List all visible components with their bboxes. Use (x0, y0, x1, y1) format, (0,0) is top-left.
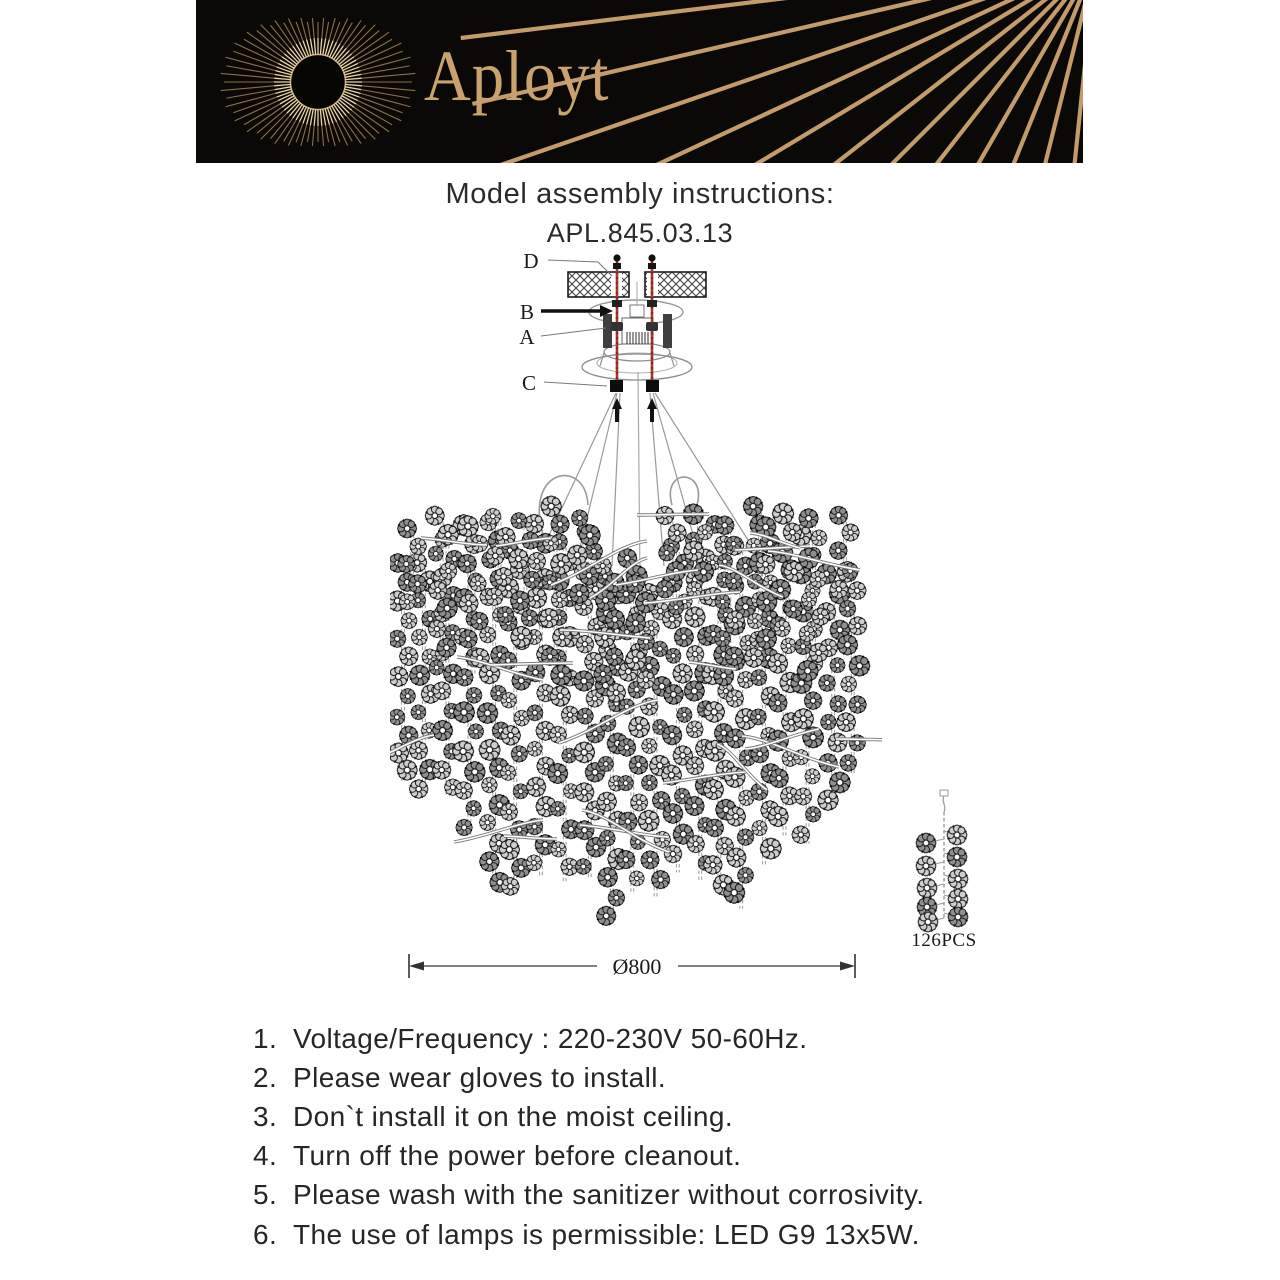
instruction-number: 4. (253, 1140, 278, 1172)
diameter-dimension (409, 954, 855, 979)
model-number: APL.845.03.13 (546, 218, 734, 248)
part-label-b: B (519, 300, 535, 324)
part-label-a: A (519, 325, 535, 349)
instruction-text: Please wear gloves to install. (293, 1062, 667, 1094)
page-title: Model assembly instructions: (445, 178, 835, 210)
part-label-c: C (521, 371, 537, 395)
part-label-d: D (523, 249, 539, 273)
instruction-text: The use of lamps is permissible: LED G9 13x5W. (293, 1218, 920, 1250)
instruction-number: 1. (253, 1023, 278, 1054)
instruction-item (253, 1102, 1073, 1131)
instruction-number: 5. (253, 1179, 278, 1211)
instruction-number: 6. (253, 1218, 278, 1250)
ceiling-mount-drawing (568, 254, 706, 422)
instruction-text: Voltage/Frequency : 220-230V 50-60Hz. (293, 1023, 808, 1054)
instruction-text: Please wash with the sanitizer without corrosivity. (293, 1179, 925, 1211)
instruction-item (253, 1063, 1073, 1092)
pieces-count-label: 126PCS (911, 930, 977, 951)
instruction-item (253, 1220, 1073, 1249)
crystal-strand-detail (916, 790, 968, 932)
diameter-value: Ø800 (612, 954, 662, 979)
instruction-number: 2. (253, 1062, 278, 1094)
instruction-text: Don`t install it on the moist ceiling. (293, 1101, 734, 1133)
instruction-item (253, 1180, 1073, 1209)
instruction-text: Turn off the power before cleanout. (293, 1140, 742, 1172)
instructions-list (253, 1024, 1073, 1259)
instruction-item (253, 1024, 1073, 1053)
instruction-item (253, 1141, 1073, 1170)
instruction-number: 3. (253, 1101, 278, 1133)
chandelier-drawing (367, 496, 908, 925)
brand-logotype: Aployt (424, 36, 610, 116)
